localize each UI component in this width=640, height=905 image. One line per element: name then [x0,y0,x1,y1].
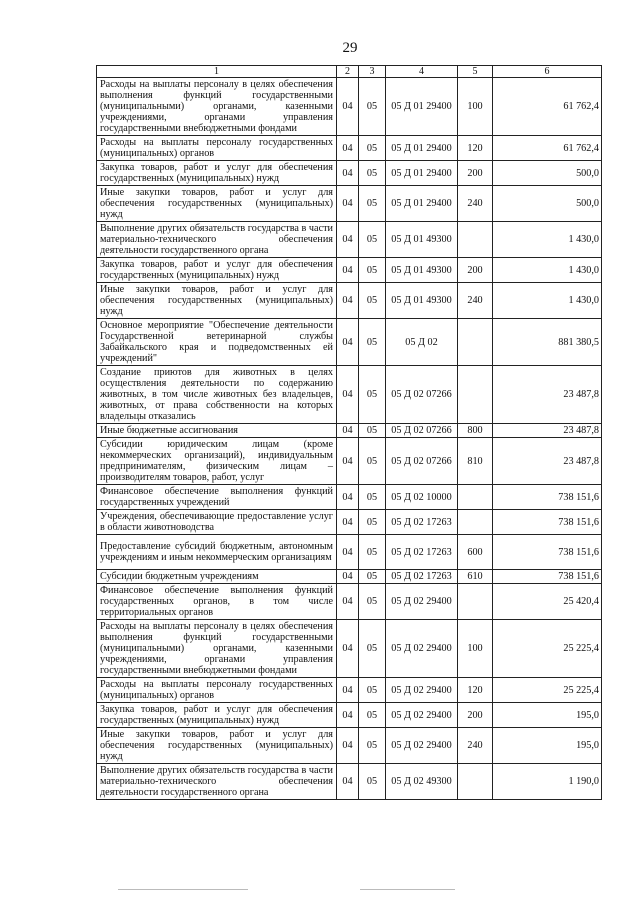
expense-type-cell [458,764,493,800]
section-code-cell: 04 [337,222,359,258]
target-article-cell: 05 Д 02 29400 [386,620,458,678]
expense-type-cell: 610 [458,570,493,584]
target-article-cell: 05 Д 02 29400 [386,728,458,764]
section-code-cell: 04 [337,186,359,222]
subsection-code-cell: 05 [359,222,386,258]
target-article-cell: 05 Д 01 29400 [386,78,458,136]
amount-cell: 195,0 [493,703,602,728]
subsection-code-cell: 05 [359,283,386,319]
table-row [97,319,602,366]
amount-cell: 738 151,6 [493,485,602,510]
target-article-cell: 05 Д 01 49300 [386,283,458,319]
amount-cell: 738 151,6 [493,510,602,535]
section-code-cell: 04 [337,620,359,678]
amount-cell: 195,0 [493,728,602,764]
target-article-cell: 05 Д 02 29400 [386,584,458,620]
target-article-cell: 05 Д 02 10000 [386,485,458,510]
amount-cell: 738 151,6 [493,570,602,584]
row-name-cell: Основное мероприятие "Обеспечение деятельности Государственной ветеринарной службы Забайкальского края и подведомственных ей учреждений" [97,319,337,366]
expense-type-cell: 810 [458,438,493,485]
amount-cell: 1 190,0 [493,764,602,800]
column-header: 5 [458,66,493,78]
row-name-cell: Субсидии юридическим лицам (кроме некоммерческих организаций), индивидуальным предпринимателям, физическим лицам – производителям товаров, работ, услуг [97,438,337,485]
target-article-cell: 05 Д 02 07266 [386,366,458,424]
row-name-cell: Иные закупки товаров, работ и услуг для обеспечения государственных (муниципальных) нужд [97,186,337,222]
subsection-code-cell: 05 [359,366,386,424]
subsection-code-cell: 05 [359,424,386,438]
row-name-cell: Предоставление субсидий бюджетным, автономным учреждениям и иным некоммерческим организациям [97,535,337,570]
target-article-cell: 05 Д 02 17263 [386,510,458,535]
subsection-code-cell: 05 [359,161,386,186]
row-name-cell: Расходы на выплаты персоналу в целях обеспечения выполнения функций государственными (муниципальными) органами, казенными учреждениями, органами управления государственными внебюджетными фондами [97,620,337,678]
subsection-code-cell: 05 [359,570,386,584]
subsection-code-cell: 05 [359,186,386,222]
target-article-cell: 05 Д 01 29400 [386,186,458,222]
expense-type-cell: 600 [458,535,493,570]
subsection-code-cell: 05 [359,620,386,678]
subsection-code-cell: 05 [359,728,386,764]
row-name-cell: Закупка товаров, работ и услуг для обеспечения государственных (муниципальных) нужд [97,161,337,186]
section-code-cell: 04 [337,78,359,136]
row-name-cell: Закупка товаров, работ и услуг для обеспечения государственных (муниципальных) нужд [97,258,337,283]
target-article-cell: 05 Д 02 07266 [386,438,458,485]
expense-type-cell [458,366,493,424]
section-code-cell: 04 [337,485,359,510]
subsection-code-cell: 05 [359,703,386,728]
subsection-code-cell: 05 [359,764,386,800]
column-header: 2 [337,66,359,78]
row-name-cell: Выполнение других обязательств государства в части материально-технического обеспечения деятельности государственного органа [97,222,337,258]
section-code-cell: 04 [337,319,359,366]
expense-type-cell: 800 [458,424,493,438]
target-article-cell: 05 Д 02 29400 [386,703,458,728]
subsection-code-cell: 05 [359,485,386,510]
amount-cell: 23 487,8 [493,438,602,485]
row-name-cell: Иные бюджетные ассигнования [97,424,337,438]
section-code-cell: 04 [337,728,359,764]
table-row [97,703,602,728]
table-row [97,620,602,678]
row-name-cell: Выполнение других обязательств государства в части материально-технического обеспечения деятельности государственного органа [97,764,337,800]
amount-cell: 23 487,8 [493,366,602,424]
row-name-cell: Расходы на выплаты персоналу в целях обеспечения выполнения функций государственными (муниципальными) органами, казенными учреждениями, органами управления государственными внебюджетными фондами [97,78,337,136]
amount-cell: 25 225,4 [493,678,602,703]
table-row [97,424,602,438]
table-row [97,283,602,319]
table-row [97,485,602,510]
expense-type-cell: 240 [458,728,493,764]
section-code-cell: 04 [337,258,359,283]
expense-type-cell [458,584,493,620]
table-row [97,438,602,485]
amount-cell: 881 380,5 [493,319,602,366]
subsection-code-cell: 05 [359,438,386,485]
section-code-cell: 04 [337,283,359,319]
amount-cell: 25 225,4 [493,620,602,678]
section-code-cell: 04 [337,161,359,186]
subsection-code-cell: 05 [359,319,386,366]
section-code-cell: 04 [337,366,359,424]
table-row [97,366,602,424]
table-row [97,136,602,161]
amount-cell: 23 487,8 [493,424,602,438]
amount-cell: 738 151,6 [493,535,602,570]
section-code-cell: 04 [337,584,359,620]
section-code-cell: 04 [337,703,359,728]
amount-cell: 61 762,4 [493,78,602,136]
table-row [97,584,602,620]
table-row [97,222,602,258]
row-name-cell: Финансовое обеспечение выполнения функций государственных учреждений [97,485,337,510]
section-code-cell: 04 [337,438,359,485]
row-name-cell: Иные закупки товаров, работ и услуг для обеспечения государственных (муниципальных) нужд [97,728,337,764]
expense-type-cell: 240 [458,283,493,319]
expense-type-cell: 120 [458,136,493,161]
amount-cell: 500,0 [493,186,602,222]
section-code-cell: 04 [337,570,359,584]
target-article-cell: 05 Д 01 49300 [386,222,458,258]
expense-type-cell: 200 [458,258,493,283]
table-header-row [97,66,602,78]
target-article-cell: 05 Д 02 29400 [386,678,458,703]
table-row [97,78,602,136]
subsection-code-cell: 05 [359,510,386,535]
expense-type-cell: 100 [458,620,493,678]
subsection-code-cell: 05 [359,78,386,136]
section-code-cell: 04 [337,136,359,161]
expense-type-cell: 200 [458,161,493,186]
expense-type-cell [458,319,493,366]
column-header: 6 [493,66,602,78]
amount-cell: 1 430,0 [493,222,602,258]
table-body [97,78,602,800]
table-row [97,535,602,570]
subsection-code-cell: 05 [359,136,386,161]
row-name-cell: Закупка товаров, работ и услуг для обеспечения государственных (муниципальных) нужд [97,703,337,728]
row-name-cell: Расходы на выплаты персоналу государственных (муниципальных) органов [97,678,337,703]
target-article-cell: 05 Д 02 [386,319,458,366]
expense-type-cell: 120 [458,678,493,703]
amount-cell: 61 762,4 [493,136,602,161]
expense-type-cell: 200 [458,703,493,728]
expense-type-cell [458,485,493,510]
table-row [97,510,602,535]
subsection-code-cell: 05 [359,258,386,283]
target-article-cell: 05 Д 01 29400 [386,136,458,161]
section-code-cell: 04 [337,510,359,535]
row-name-cell: Субсидии бюджетным учреждениям [97,570,337,584]
column-header: 4 [386,66,458,78]
budget-table [96,65,602,800]
section-code-cell: 04 [337,764,359,800]
amount-cell: 1 430,0 [493,258,602,283]
expense-type-cell [458,222,493,258]
column-header: 3 [359,66,386,78]
row-name-cell: Финансовое обеспечение выполнения функций государственных органов, в том числе территориальных органов [97,584,337,620]
target-article-cell: 05 Д 01 49300 [386,258,458,283]
subsection-code-cell: 05 [359,678,386,703]
row-name-cell: Расходы на выплаты персоналу государственных (муниципальных) органов [97,136,337,161]
section-code-cell: 04 [337,678,359,703]
target-article-cell: 05 Д 02 49300 [386,764,458,800]
subsection-code-cell: 05 [359,584,386,620]
row-name-cell: Иные закупки товаров, работ и услуг для обеспечения государственных (муниципальных) нужд [97,283,337,319]
table-row [97,728,602,764]
table-row [97,258,602,283]
row-name-cell: Создание приютов для животных в целях осуществления деятельности по содержанию животных, в том числе животных без владельцев, животных, от права собственности на которых владельцы отказались [97,366,337,424]
amount-cell: 500,0 [493,161,602,186]
target-article-cell: 05 Д 01 29400 [386,161,458,186]
page-number: 29 [342,40,358,56]
target-article-cell: 05 Д 02 07266 [386,424,458,438]
expense-type-cell: 100 [458,78,493,136]
table-row [97,186,602,222]
section-code-cell: 04 [337,535,359,570]
expense-type-cell [458,510,493,535]
table-row [97,161,602,186]
subsection-code-cell: 05 [359,535,386,570]
amount-cell: 1 430,0 [493,283,602,319]
section-code-cell: 04 [337,424,359,438]
expense-type-cell: 240 [458,186,493,222]
target-article-cell: 05 Д 02 17263 [386,570,458,584]
amount-cell: 25 420,4 [493,584,602,620]
table-row [97,678,602,703]
table-row [97,764,602,800]
row-name-cell: Учреждения, обеспечивающие предоставление услуг в области животноводства [97,510,337,535]
column-header: 1 [97,66,337,78]
target-article-cell: 05 Д 02 17263 [386,535,458,570]
table-row [97,570,602,584]
